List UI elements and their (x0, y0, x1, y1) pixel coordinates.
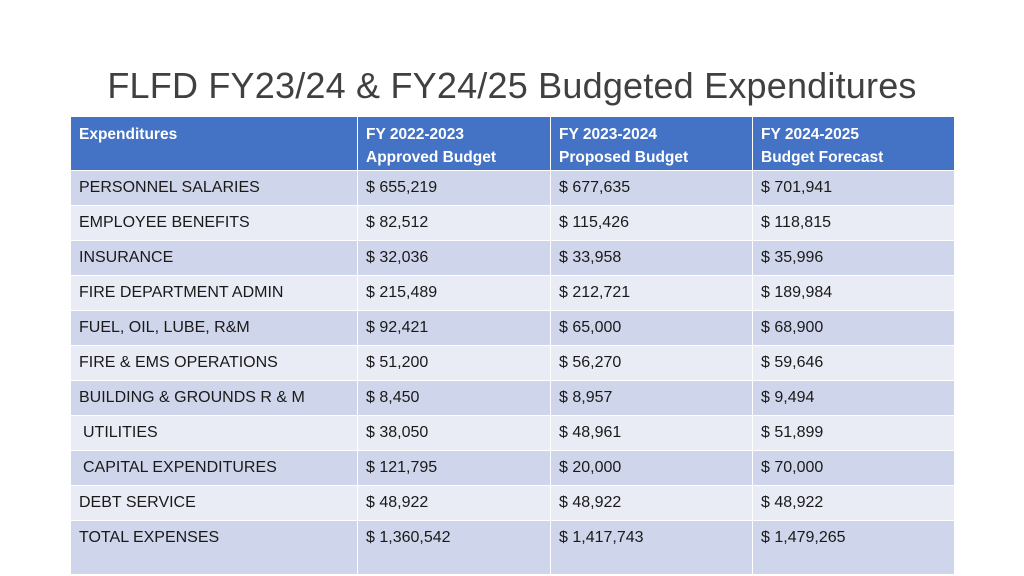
cell-fy2223: $ 121,795 (358, 451, 551, 486)
table-row (71, 206, 955, 241)
cell-fy2223: $ 655,219 (358, 171, 551, 206)
header-fy2022-2023 (358, 117, 551, 171)
table-row (71, 381, 955, 416)
table-row (71, 171, 955, 206)
cell-fy2223: $ 215,489 (358, 276, 551, 311)
cell-fy2425: $ 68,900 (753, 311, 955, 346)
cell-fy2425: $ 118,815 (753, 206, 955, 241)
cell-fy2324: $ 48,922 (551, 486, 753, 521)
cell-fy2425: $ 48,922 (753, 486, 955, 521)
cell-fy2324: $ 20,000 (551, 451, 753, 486)
total-row (71, 521, 955, 575)
cell-fy2324: $ 48,961 (551, 416, 753, 451)
budget-table (70, 116, 955, 575)
header-line: FY 2023-2024 (559, 126, 657, 143)
row-label: FIRE DEPARTMENT ADMIN (71, 276, 358, 311)
cell-fy2324: $ 56,270 (551, 346, 753, 381)
row-label: INSURANCE (71, 241, 358, 276)
cell-fy2223: $ 8,450 (358, 381, 551, 416)
cell-fy2324: $ 8,957 (551, 381, 753, 416)
header-line: Approved Budget (366, 149, 497, 166)
cell-fy2324: $ 65,000 (551, 311, 753, 346)
header-fy2023-2024 (551, 117, 753, 171)
table-row (71, 416, 955, 451)
row-label (71, 416, 358, 451)
cell-fy2324: $ 33,958 (551, 241, 753, 276)
table-row (71, 311, 955, 346)
header-line: Budget Forecast (761, 149, 884, 166)
row-label: PERSONNEL SALARIES (71, 171, 358, 206)
row-label: FUEL, OIL, LUBE, R&M (71, 311, 358, 346)
cell-fy2425: $ 9,494 (753, 381, 955, 416)
cell-fy2425: $ 1,479,265 (753, 521, 955, 575)
cell-fy2324: $ 1,417,743 (551, 521, 753, 575)
row-label: TOTAL EXPENSES (71, 521, 358, 575)
table-row (71, 241, 955, 276)
header-line: Proposed Budget (559, 149, 689, 166)
table-header-row (71, 117, 955, 171)
row-label-text: UTILITIES (83, 424, 158, 441)
header-line: Expenditures (79, 126, 178, 143)
cell-fy2425: $ 35,996 (753, 241, 955, 276)
cell-fy2223: $ 48,922 (358, 486, 551, 521)
row-label: BUILDING & GROUNDS R & M (71, 381, 358, 416)
header-line: FY 2022-2023 (366, 126, 464, 143)
header-line: FY 2024-2025 (761, 126, 859, 143)
header-fy2024-2025 (753, 117, 955, 171)
cell-fy2425: $ 189,984 (753, 276, 955, 311)
cell-fy2223: $ 82,512 (358, 206, 551, 241)
cell-fy2425: $ 51,899 (753, 416, 955, 451)
table-row (71, 276, 955, 311)
cell-fy2223: $ 1,360,542 (358, 521, 551, 575)
row-label-text: CAPITAL EXPENDITURES (83, 459, 277, 476)
cell-fy2425: $ 59,646 (753, 346, 955, 381)
table-row (71, 346, 955, 381)
cell-fy2324: $ 212,721 (551, 276, 753, 311)
cell-fy2425: $ 701,941 (753, 171, 955, 206)
row-label: FIRE & EMS OPERATIONS (71, 346, 358, 381)
cell-fy2223: $ 51,200 (358, 346, 551, 381)
cell-fy2425: $ 70,000 (753, 451, 955, 486)
table-row (71, 486, 955, 521)
slide-title: FLFD FY23/24 & FY24/25 Budgeted Expenditures (107, 65, 917, 106)
row-label: EMPLOYEE BENEFITS (71, 206, 358, 241)
cell-fy2324: $ 677,635 (551, 171, 753, 206)
header-expenditures (71, 117, 358, 171)
row-label (71, 451, 358, 486)
table-row (71, 451, 955, 486)
cell-fy2223: $ 38,050 (358, 416, 551, 451)
row-label: DEBT SERVICE (71, 486, 358, 521)
cell-fy2223: $ 92,421 (358, 311, 551, 346)
cell-fy2223: $ 32,036 (358, 241, 551, 276)
cell-fy2324: $ 115,426 (551, 206, 753, 241)
